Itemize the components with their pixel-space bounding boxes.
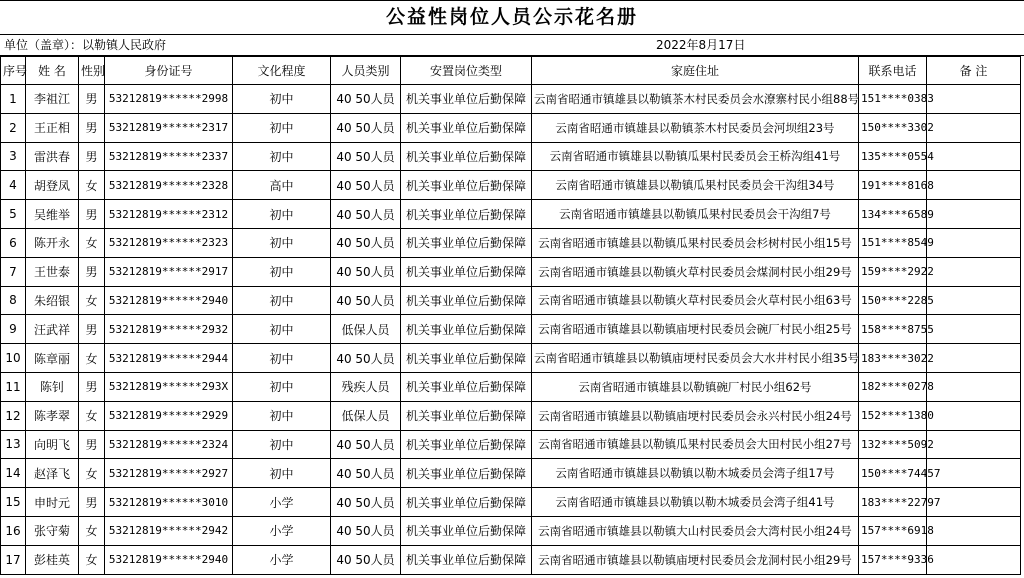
cell-name: 朱绍银	[26, 286, 79, 315]
cell-id: 53212819******2328	[105, 171, 233, 200]
cell-post: 机关事业单位后勤保障	[401, 142, 532, 171]
cell-name: 张守菊	[26, 516, 79, 545]
cell-note	[927, 286, 1021, 315]
col-header-phone: 联系电话	[859, 57, 927, 85]
cell-id: 53212819******2324	[105, 430, 233, 459]
cell-no: 16	[1, 516, 26, 545]
date-label: 2022年8月17日	[656, 38, 746, 52]
cell-note	[927, 142, 1021, 171]
cell-education: 初中	[233, 315, 331, 344]
cell-phone: 134****6589	[859, 200, 927, 229]
cell-category: 40 50人员	[331, 545, 401, 574]
unit-label: 单位（盖章）：以勒镇人民政府	[4, 38, 167, 52]
cell-category: 40 50人员	[331, 286, 401, 315]
cell-no: 11	[1, 372, 26, 401]
table-row	[1, 85, 1021, 114]
cell-education: 高中	[233, 171, 331, 200]
cell-category: 40 50人员	[331, 228, 401, 257]
cell-gender: 男	[79, 430, 105, 459]
cell-phone: 151****8549	[859, 228, 927, 257]
cell-gender: 女	[79, 516, 105, 545]
cell-no: 1	[1, 85, 26, 114]
cell-education: 初中	[233, 113, 331, 142]
cell-phone: 159****2922	[859, 257, 927, 286]
cell-education: 初中	[233, 85, 331, 114]
cell-phone: 152****1380	[859, 401, 927, 430]
cell-name: 赵泽飞	[26, 459, 79, 488]
cell-name: 向明飞	[26, 430, 79, 459]
unit-line	[0, 35, 1024, 56]
cell-phone: 158****8755	[859, 315, 927, 344]
col-header-name: 姓 名	[26, 57, 79, 85]
col-header-category: 人员类别	[331, 57, 401, 85]
cell-id: 53212819******2940	[105, 286, 233, 315]
col-header-no: 序号	[1, 57, 26, 85]
cell-education: 小学	[233, 545, 331, 574]
cell-education: 小学	[233, 516, 331, 545]
cell-note	[927, 545, 1021, 574]
cell-no: 7	[1, 257, 26, 286]
table-row	[1, 257, 1021, 286]
table-row	[1, 430, 1021, 459]
table-row	[1, 171, 1021, 200]
cell-education: 初中	[233, 459, 331, 488]
cell-address: 云南省昭通市镇雄县以勒镇庙埂村民委员会大水井村民小组35号	[532, 344, 859, 373]
header-row	[1, 57, 1021, 85]
cell-no: 10	[1, 344, 26, 373]
cell-id: 53212819******2312	[105, 200, 233, 229]
cell-note	[927, 401, 1021, 430]
cell-id: 53212819******2944	[105, 344, 233, 373]
cell-id: 53212819******2317	[105, 113, 233, 142]
table-row	[1, 142, 1021, 171]
cell-name: 雷洪春	[26, 142, 79, 171]
cell-gender: 女	[79, 459, 105, 488]
cell-name: 李祖江	[26, 85, 79, 114]
cell-post: 机关事业单位后勤保障	[401, 488, 532, 517]
cell-address: 云南省昭通市镇雄县以勒镇茶木村民委员会水潦寨村民小组88号	[532, 85, 859, 114]
cell-post: 机关事业单位后勤保障	[401, 286, 532, 315]
cell-id: 53212819******2337	[105, 142, 233, 171]
cell-name: 胡登凤	[26, 171, 79, 200]
cell-education: 初中	[233, 228, 331, 257]
cell-note	[927, 171, 1021, 200]
cell-address: 云南省昭通市镇雄县以勒镇庙埂村民委员会永兴村民小组24号	[532, 401, 859, 430]
cell-gender: 男	[79, 85, 105, 114]
cell-education: 初中	[233, 401, 331, 430]
cell-education: 初中	[233, 142, 331, 171]
cell-note	[927, 488, 1021, 517]
cell-gender: 男	[79, 372, 105, 401]
table-row	[1, 113, 1021, 142]
cell-post: 机关事业单位后勤保障	[401, 85, 532, 114]
cell-phone: 183****22797	[859, 488, 927, 517]
cell-no: 8	[1, 286, 26, 315]
cell-note	[927, 516, 1021, 545]
cell-phone: 157****6918	[859, 516, 927, 545]
cell-no: 17	[1, 545, 26, 574]
cell-note	[927, 315, 1021, 344]
cell-phone: 157****9336	[859, 545, 927, 574]
cell-phone: 151****0383	[859, 85, 927, 114]
cell-category: 40 50人员	[331, 200, 401, 229]
cell-category: 残疾人员	[331, 372, 401, 401]
cell-no: 14	[1, 459, 26, 488]
cell-note	[927, 372, 1021, 401]
cell-note	[927, 113, 1021, 142]
cell-post: 机关事业单位后勤保障	[401, 372, 532, 401]
cell-category: 40 50人员	[331, 344, 401, 373]
cell-no: 6	[1, 228, 26, 257]
table-row	[1, 516, 1021, 545]
cell-note	[927, 344, 1021, 373]
cell-post: 机关事业单位后勤保障	[401, 430, 532, 459]
cell-no: 5	[1, 200, 26, 229]
cell-phone: 150****3302	[859, 113, 927, 142]
col-header-post: 安置岗位类型	[401, 57, 532, 85]
cell-gender: 女	[79, 286, 105, 315]
cell-education: 初中	[233, 430, 331, 459]
cell-phone: 182****0278	[859, 372, 927, 401]
cell-no: 13	[1, 430, 26, 459]
table-row	[1, 315, 1021, 344]
cell-gender: 男	[79, 315, 105, 344]
cell-id: 53212819******2932	[105, 315, 233, 344]
cell-address: 云南省昭通市镇雄县以勒镇庙埂村民委员会碗厂村民小组25号	[532, 315, 859, 344]
col-header-gender: 性别	[79, 57, 105, 85]
cell-category: 40 50人员	[331, 257, 401, 286]
cell-category: 40 50人员	[331, 113, 401, 142]
cell-category: 40 50人员	[331, 171, 401, 200]
cell-no: 3	[1, 142, 26, 171]
cell-note	[927, 459, 1021, 488]
cell-id: 53212819******3010	[105, 488, 233, 517]
cell-education: 初中	[233, 286, 331, 315]
cell-id: 53212819******2927	[105, 459, 233, 488]
cell-no: 15	[1, 488, 26, 517]
cell-id: 53212819******293X	[105, 372, 233, 401]
cell-name: 王正相	[26, 113, 79, 142]
cell-education: 初中	[233, 344, 331, 373]
col-header-id: 身份证号	[105, 57, 233, 85]
cell-phone: 150****74457	[859, 459, 927, 488]
cell-address: 云南省昭通市镇雄县以勒镇火草村民委员会火草村民小组63号	[532, 286, 859, 315]
cell-post: 机关事业单位后勤保障	[401, 228, 532, 257]
cell-address: 云南省昭通市镇雄县以勒镇火草村民委员会煤洞村民小组29号	[532, 257, 859, 286]
cell-category: 40 50人员	[331, 516, 401, 545]
cell-address: 云南省昭通市镇雄县以勒镇大山村民委员会大湾村民小组24号	[532, 516, 859, 545]
cell-education: 初中	[233, 200, 331, 229]
cell-post: 机关事业单位后勤保障	[401, 315, 532, 344]
cell-address: 云南省昭通市镇雄县以勒镇瓜果村民委员会杉树村民小组15号	[532, 228, 859, 257]
cell-name: 陈孝翠	[26, 401, 79, 430]
cell-post: 机关事业单位后勤保障	[401, 113, 532, 142]
cell-post: 机关事业单位后勤保障	[401, 545, 532, 574]
cell-name: 汪武祥	[26, 315, 79, 344]
cell-phone: 150****2285	[859, 286, 927, 315]
cell-phone: 183****3022	[859, 344, 927, 373]
cell-note	[927, 85, 1021, 114]
cell-post: 机关事业单位后勤保障	[401, 257, 532, 286]
cell-gender: 男	[79, 200, 105, 229]
cell-category: 40 50人员	[331, 459, 401, 488]
cell-note	[927, 200, 1021, 229]
cell-gender: 女	[79, 545, 105, 574]
cell-note	[927, 228, 1021, 257]
table-row	[1, 459, 1021, 488]
cell-phone: 132****5092	[859, 430, 927, 459]
page-title: 公益性岗位人员公示花名册	[0, 0, 1024, 35]
cell-address: 云南省昭通市镇雄县以勒镇以勒木城委员会湾子组41号	[532, 488, 859, 517]
table-row	[1, 488, 1021, 517]
cell-phone: 135****0554	[859, 142, 927, 171]
table-row	[1, 228, 1021, 257]
cell-note	[927, 430, 1021, 459]
col-header-education: 文化程度	[233, 57, 331, 85]
cell-address: 云南省昭通市镇雄县以勒镇碗厂村民小组62号	[532, 372, 859, 401]
cell-no: 2	[1, 113, 26, 142]
cell-gender: 女	[79, 344, 105, 373]
cell-id: 53212819******2998	[105, 85, 233, 114]
cell-id: 53212819******2942	[105, 516, 233, 545]
cell-name: 陈开永	[26, 228, 79, 257]
cell-gender: 男	[79, 113, 105, 142]
cell-category: 低保人员	[331, 401, 401, 430]
cell-post: 机关事业单位后勤保障	[401, 171, 532, 200]
cell-gender: 男	[79, 488, 105, 517]
cell-category: 40 50人员	[331, 488, 401, 517]
cell-id: 53212819******2917	[105, 257, 233, 286]
cell-education: 初中	[233, 257, 331, 286]
cell-gender: 男	[79, 257, 105, 286]
cell-category: 低保人员	[331, 315, 401, 344]
table-row	[1, 401, 1021, 430]
table-row	[1, 286, 1021, 315]
cell-name: 彭桂英	[26, 545, 79, 574]
cell-address: 云南省昭通市镇雄县以勒镇庙埂村民委员会龙洞村民小组29号	[532, 545, 859, 574]
table-row	[1, 344, 1021, 373]
cell-post: 机关事业单位后勤保障	[401, 401, 532, 430]
cell-gender: 女	[79, 401, 105, 430]
roster-table	[0, 56, 1021, 575]
cell-education: 初中	[233, 372, 331, 401]
cell-gender: 女	[79, 228, 105, 257]
cell-phone: 191****8168	[859, 171, 927, 200]
cell-note	[927, 257, 1021, 286]
col-header-address: 家庭住址	[532, 57, 859, 85]
table-row	[1, 372, 1021, 401]
cell-name: 陈钊	[26, 372, 79, 401]
cell-category: 40 50人员	[331, 85, 401, 114]
cell-name: 吴维举	[26, 200, 79, 229]
cell-no: 12	[1, 401, 26, 430]
cell-id: 53212819******2929	[105, 401, 233, 430]
cell-id: 53212819******2323	[105, 228, 233, 257]
cell-no: 4	[1, 171, 26, 200]
cell-no: 9	[1, 315, 26, 344]
cell-address: 云南省昭通市镇雄县以勒镇以勒木城委员会湾子组17号	[532, 459, 859, 488]
cell-name: 陈章丽	[26, 344, 79, 373]
cell-name: 王世泰	[26, 257, 79, 286]
cell-address: 云南省昭通市镇雄县以勒镇瓜果村民委员会王桥沟组41号	[532, 142, 859, 171]
cell-post: 机关事业单位后勤保障	[401, 516, 532, 545]
cell-address: 云南省昭通市镇雄县以勒镇瓜果村民委员会干沟组34号	[532, 171, 859, 200]
cell-gender: 男	[79, 142, 105, 171]
cell-gender: 女	[79, 171, 105, 200]
cell-id: 53212819******2940	[105, 545, 233, 574]
cell-category: 40 50人员	[331, 142, 401, 171]
cell-address: 云南省昭通市镇雄县以勒镇瓜果村民委员会大田村民小组27号	[532, 430, 859, 459]
cell-education: 小学	[233, 488, 331, 517]
cell-address: 云南省昭通市镇雄县以勒镇茶木村民委员会河坝组23号	[532, 113, 859, 142]
cell-post: 机关事业单位后勤保障	[401, 344, 532, 373]
cell-category: 40 50人员	[331, 430, 401, 459]
cell-name: 申时元	[26, 488, 79, 517]
cell-address: 云南省昭通市镇雄县以勒镇瓜果村民委员会干沟组7号	[532, 200, 859, 229]
table-row	[1, 545, 1021, 574]
table-row	[1, 200, 1021, 229]
col-header-note: 备 注	[927, 57, 1021, 85]
top-border	[0, 0, 1024, 1]
cell-post: 机关事业单位后勤保障	[401, 459, 532, 488]
cell-post: 机关事业单位后勤保障	[401, 200, 532, 229]
